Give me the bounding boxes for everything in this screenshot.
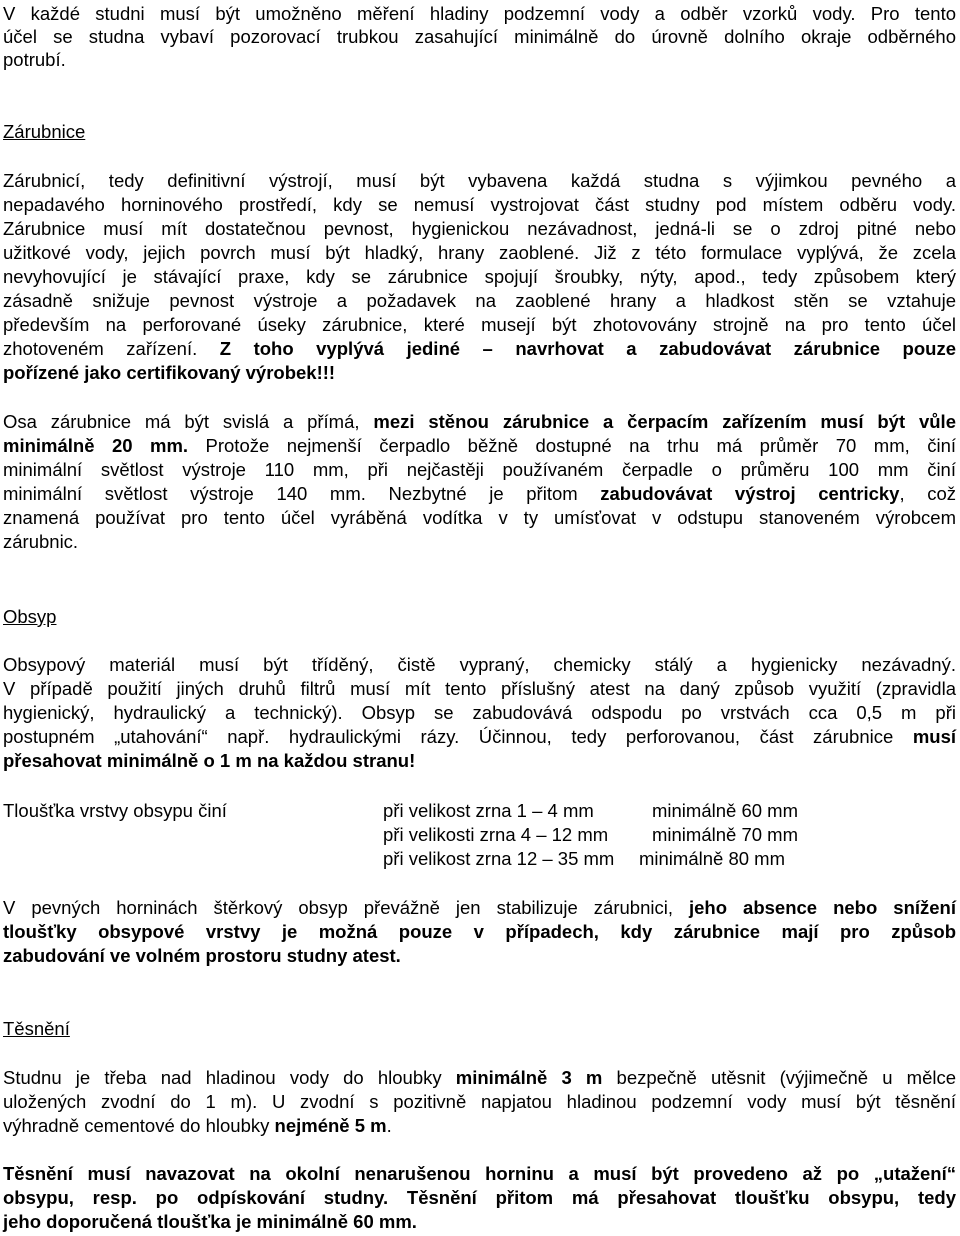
min-thickness-3: minimálně 80 mm [639,848,785,869]
osa-line-2-normal: Protože nejmenší čerpadlo běžně dostupné na trhu má průměr 70 mm, činí [188,435,956,456]
min-thickness-2: minimálně 70 mm [652,824,798,845]
hard-rock-line-1 [3,896,956,920]
zarubnice-line-8-bold: Z toho vyplývá jediné – navrhovat a zabudovávat zárubnice pouze [219,338,956,359]
osa-line-4-c: , což [899,483,956,504]
heading-tesneni: Těsnění [3,1018,70,1039]
osa-line-5: znamená používat pro tento účel vyráběná vodítka v ty umísťovat v odstupu stanoveném výrobcem [3,507,956,528]
obsyp-line-3: hygienický, hydraulický a technický). Obsyp se zabudovává odspodu po vrstvách cca 0,5 m při [3,702,956,723]
zarubnice-line-4: užitkové vody, jejich povrch musí být hladký, hrany zaoblené. Již z této formulace vyplývá, že zcela [3,242,956,263]
intro-line-2: účel se studna vybaví pozorovací trubkou zasahující minimálně do úrovně dolního okraje odběrného [3,26,956,47]
heading-zarubnice: Zárubnice [3,121,86,142]
tesneni-bold-line-3: jeho doporučená tloušťka je minimálně 60 mm. [3,1211,417,1232]
tesneni-bold-line-2: obsypu, resp. po odpískování studny. Těsnění přitom má přesahovat tloušťku obsypu, tedy [3,1187,956,1208]
tesneni-line-3 [3,1114,956,1138]
grain-size-3: při velikost zrna 12 – 35 mm [383,848,615,869]
obsyp-line-5: přesahovat minimálně o 1 m na každou stranu! [3,750,416,771]
hard-rock-line-1-normal: V pevných horninách štěrkový obsyp převážně jen stabilizuje zárubnici, [3,897,689,918]
zarubnice-line-8-normal: zhotoveném zařízení. [3,338,220,359]
tesneni-line-3-c: . [386,1115,392,1136]
zarubnice-line-5: nevyhovující je stávající praxe, kdy se zárubnice spojují šroubky, nýty, apod., tedy způsobem který [3,266,956,287]
zarubnice-line-3: Zárubnice musí mít dostatečnou pevnost, hygienickou nezávadnost, jedná-li se o zdroj pitné nebo [3,218,956,239]
tesneni-line-1-c: bezpečně utěsnit (výjimečně u mělce [602,1067,957,1088]
tesneni-line-1 [3,1066,956,1090]
obsyp-line-4-bold: musí [912,726,956,747]
heading-obsyp: Obsyp [3,606,57,627]
osa-line-1 [3,410,956,434]
tesneni-line-2: uložených zvodní do 1 m). U zvodní s pozitivně napjatou hladinou podzemní vody musí být těsnění [3,1091,956,1112]
osa-line-4-bold: zabudovávat výstroj centricky [600,483,900,504]
tesneni-line-3-bold: nejméně 5 m [274,1115,387,1136]
thickness-label: Tloušťka vrstvy obsypu činí [3,800,227,821]
hard-rock-line-3: zabudování ve volném prostoru studny atest. [3,945,401,966]
grain-size-2: při velikosti zrna 4 – 12 mm [383,824,609,845]
grain-size-1: při velikost zrna 1 – 4 mm [383,800,594,821]
zarubnice-line-9: pořízené jako certifikovaný výrobek!!! [3,362,336,383]
tesneni-line-1-bold: minimálně 3 m [455,1067,603,1088]
zarubnice-line-8 [3,337,956,361]
min-thickness-1: minimálně 60 mm [652,800,798,821]
obsyp-line-1: Obsypový materiál musí být tříděný, čistě vypraný, chemicky stálý a hygienicky nezávadný. [3,654,956,675]
osa-line-1-bold: mezi stěnou zárubnice a čerpacím zařízením musí být vůle [373,411,956,432]
obsyp-line-4-normal: postupném „utahování“ např. hydraulickými rázy. Účinnou, tedy perforovanou, část zárubnice [3,726,913,747]
zarubnice-line-1: Zárubnicí, tedy definitivní výstrojí, musí být vybavena každá studna s výjimkou pevného a [3,170,956,191]
intro-line-3: potrubí. [3,49,66,70]
tesneni-line-3-a: výhradně cementové do hloubky [3,1115,275,1136]
tesneni-bold-line-1: Těsnění musí navazovat na okolní nenarušenou horninu a musí být provedeno až po „utažení“ [3,1163,956,1184]
hard-rock-line-2: tloušťky obsypové vrstvy je možná pouze v případech, kdy zárubnice mají pro způsob [3,921,956,942]
hard-rock-line-1-bold: jeho absence nebo snížení [689,897,956,918]
osa-line-6: zárubnic. [3,531,79,552]
osa-line-4 [3,482,956,506]
obsyp-line-2: V případě použití jiných druhů filtrů musí mít tento příslušný atest na daný způsob využití (zpravidla [3,678,956,699]
osa-line-4-a: minimální světlost výstroje 140 mm. Nezbytné je přitom [3,483,601,504]
zarubnice-line-6: zásadně snižuje pevnost výstroje a požadavek na zaoblené hrany a hladkost stěn se vztahuje [3,290,956,311]
osa-line-2 [3,434,956,458]
obsyp-line-4 [3,725,956,749]
osa-line-2-bold: minimálně 20 mm. [3,435,189,456]
zarubnice-line-2: nepadavého horninového prostředí, kdy se nemusí vystrojovat část studny pod místem odběru vody. [3,194,956,215]
intro-line-1: V každé studni musí být umožněno měření hladiny podzemní vody a odběr vzorků vody. Pro tento [3,3,956,24]
osa-line-1-normal: Osa zárubnice má být svislá a přímá, [3,411,374,432]
tesneni-line-1-a: Studnu je třeba nad hladinou vody do hloubky [3,1067,456,1088]
osa-line-3: minimální světlost výstroje 110 mm, při nejčastěji používaném čerpadle o průměru 100 mm činí [3,459,956,480]
zarubnice-line-7: především na perforované úseky zárubnice, které musejí být zhotovovány strojně na pro tento účel [3,314,956,335]
